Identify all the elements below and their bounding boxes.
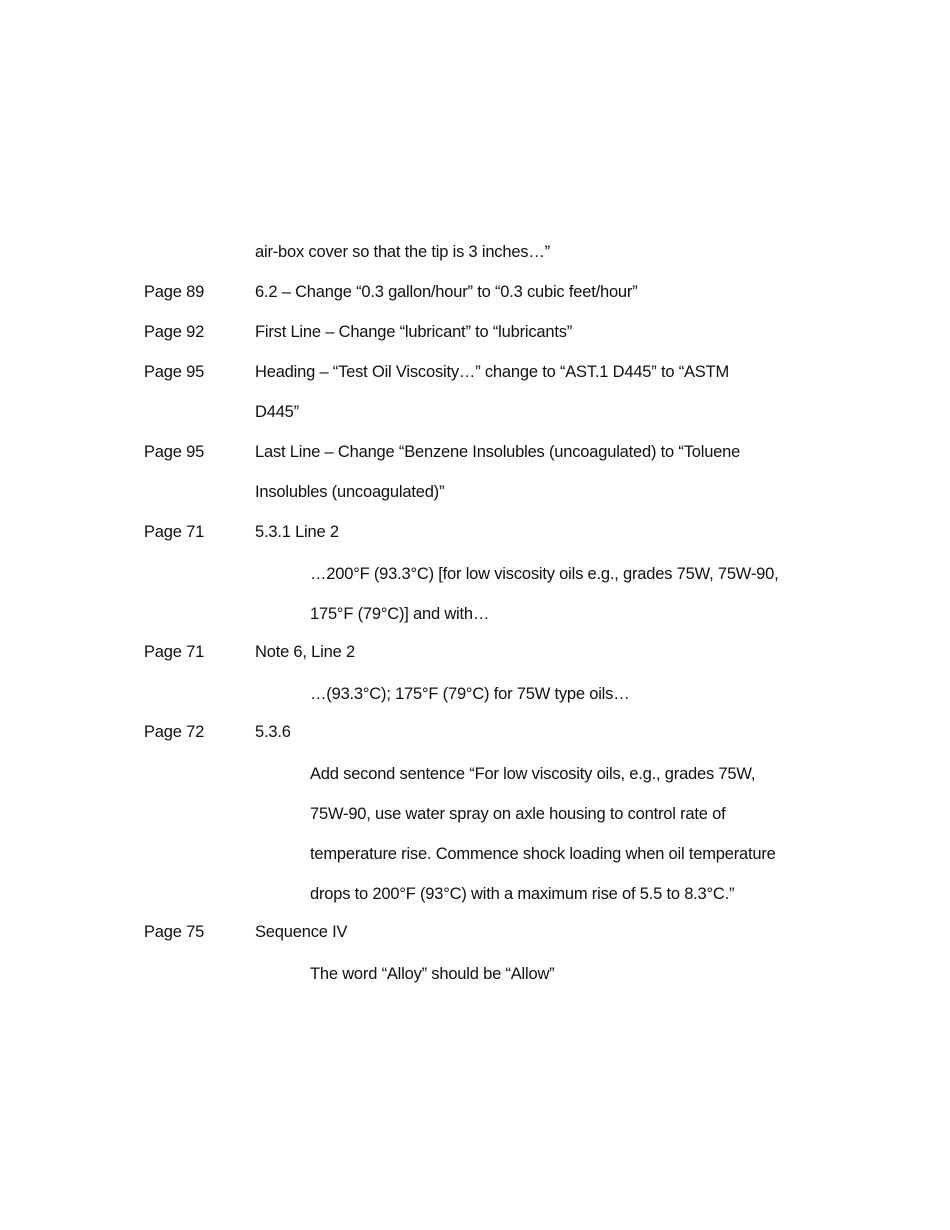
quoted-text: Add second sentence “For low viscosity oils, e.g., grades 75W,	[310, 765, 756, 783]
correction-text: Last Line – Change “Benzene Insolubles (uncoagulated) to “Toluene	[255, 443, 741, 461]
page-ref: Page 71	[144, 523, 205, 541]
page-ref: Page 71	[144, 643, 205, 661]
correction-text: Heading – “Test Oil Viscosity…” change to “AST.1 D445” to “ASTM	[255, 363, 730, 381]
quoted-text: 175°F (79°C)] and with…	[310, 605, 490, 623]
page-ref: Page 89	[144, 283, 205, 301]
continuation-line: air-box cover so that the tip is 3 inches…”	[255, 243, 550, 261]
section-ref: 5.3.6	[255, 723, 291, 741]
quoted-text: …(93.3°C); 175°F (79°C) for 75W type oils…	[310, 685, 630, 703]
page-ref: Page 95	[144, 363, 205, 381]
quoted-text: The word “Alloy” should be “Allow”	[310, 965, 555, 983]
page-ref: Page 75	[144, 923, 205, 941]
correction-text: D445”	[255, 403, 299, 421]
quoted-text: …200°F (93.3°C) [for low viscosity oils e.g., grades 75W, 75W-90,	[310, 565, 779, 583]
page-ref: Page 95	[144, 443, 205, 461]
section-ref: 5.3.1 Line 2	[255, 523, 339, 541]
section-ref: Sequence IV	[255, 923, 348, 941]
quoted-text: drops to 200°F (93°C) with a maximum rise of 5.5 to 8.3°C.”	[310, 885, 735, 903]
quoted-text: temperature rise. Commence shock loading when oil temperature	[310, 845, 776, 863]
section-ref: Note 6, Line 2	[255, 643, 355, 661]
page-ref: Page 72	[144, 723, 205, 741]
correction-text: 6.2 – Change “0.3 gallon/hour” to “0.3 cubic feet/hour”	[255, 283, 638, 301]
correction-text: First Line – Change “lubricant” to “lubricants”	[255, 323, 573, 341]
quoted-text: 75W-90, use water spray on axle housing to control rate of	[310, 805, 726, 823]
correction-text: Insolubles (uncoagulated)”	[255, 483, 445, 501]
page-ref: Page 92	[144, 323, 205, 341]
